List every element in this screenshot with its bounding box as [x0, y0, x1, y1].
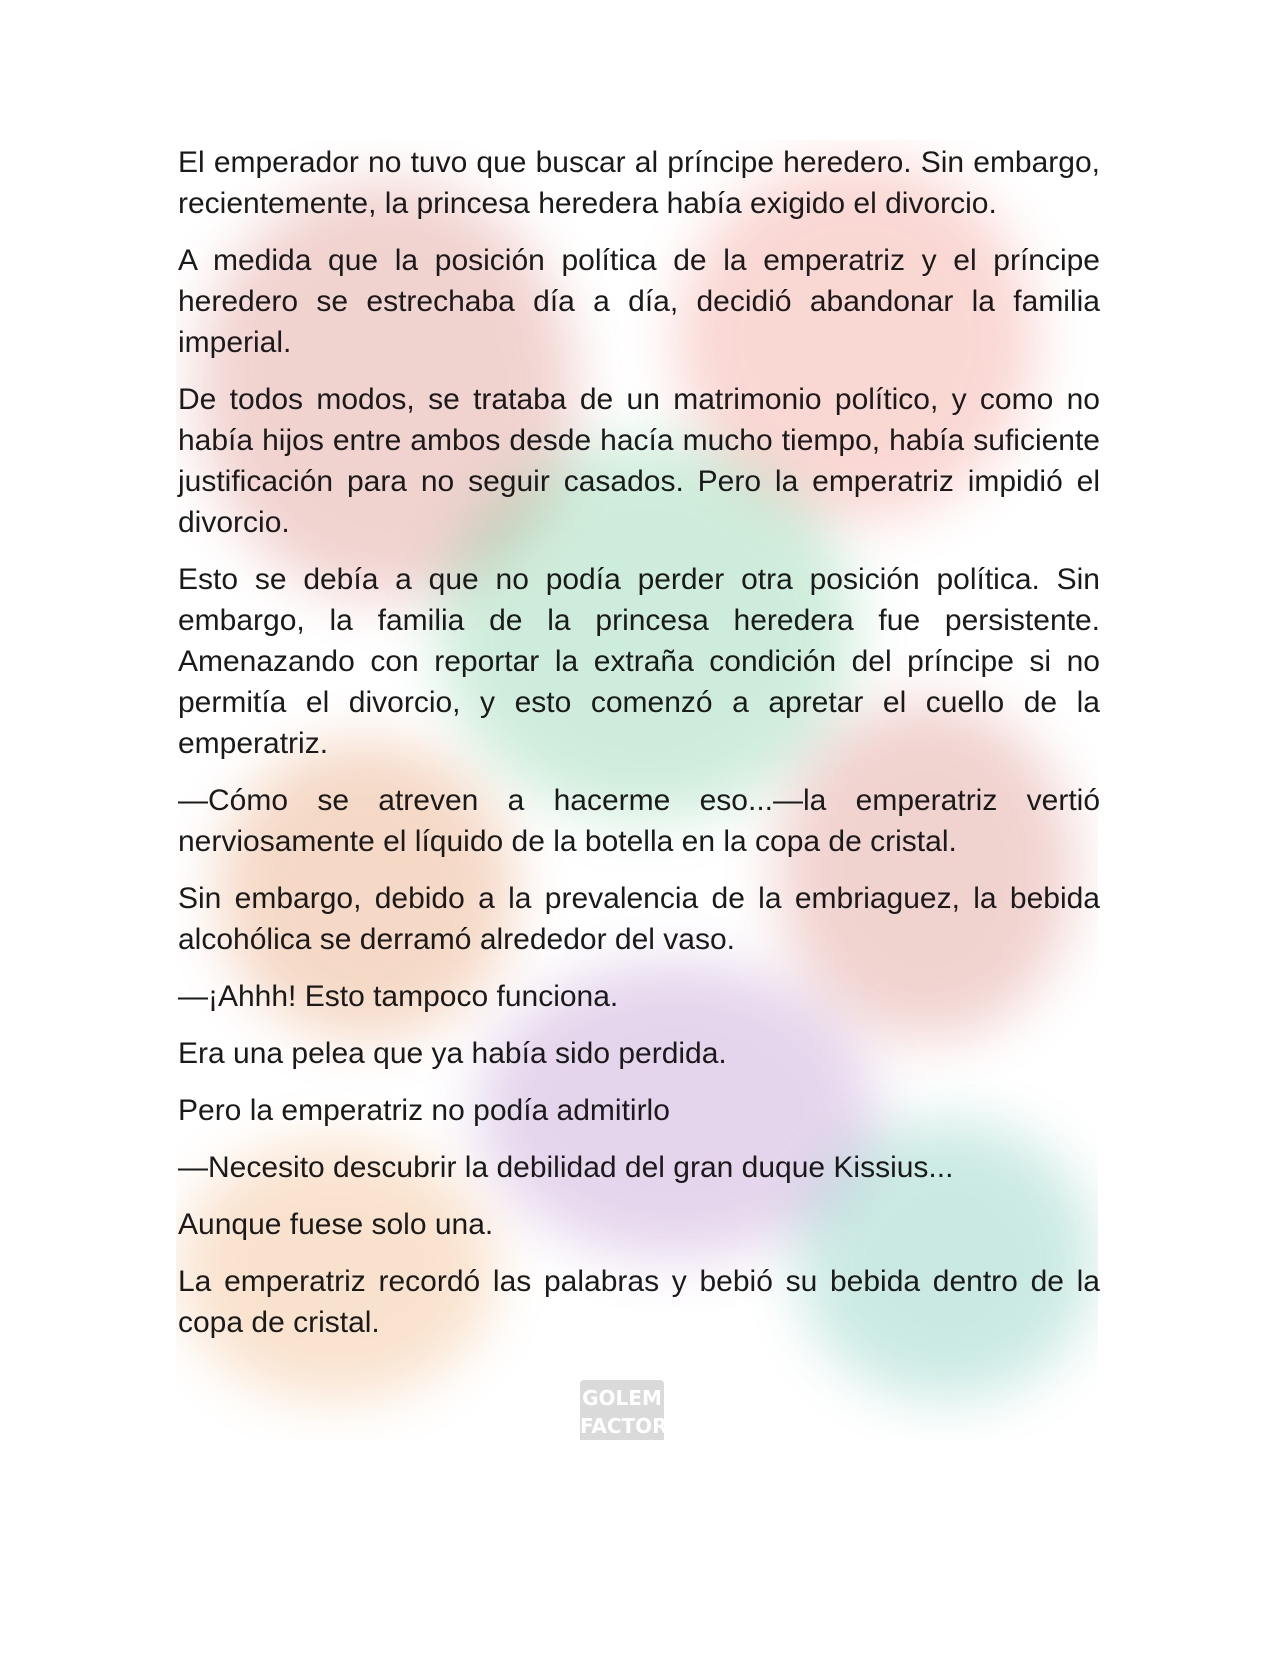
- paragraph: El emperador no tuvo que buscar al príncipe heredero. Sin embargo, recientemente, la princesa heredera había exigido el divorcio.: [178, 146, 1100, 220]
- paragraph: —¡Ahhh! Esto tampoco funciona.: [178, 980, 619, 1013]
- golem-factory-logo: [580, 1380, 681, 1440]
- paragraph: Era una pelea que ya había sido perdida.: [178, 1037, 727, 1070]
- paragraph: —Cómo se atreven a hacerme eso...—la emperatriz vertió nerviosamente el líquido de la botella en la copa de cristal.: [178, 784, 1100, 858]
- paragraph: La emperatriz recordó las palabras y bebió su bebida dentro de la copa de cristal.: [178, 1265, 1100, 1339]
- paragraph: A medida que la posición política de la emperatriz y el príncipe heredero se estrechaba día a día, decidió abandonar la familia imperial.: [178, 244, 1100, 359]
- document-body: [178, 142, 1100, 1359]
- paragraph: Pero la emperatriz no podía admitirlo: [178, 1094, 670, 1127]
- paragraph: —Necesito descubrir la debilidad del gran duque Kissius...: [178, 1151, 954, 1184]
- logo-line-1: GOLEM: [582, 1386, 662, 1410]
- logo-line-2: FACTORY: [580, 1414, 681, 1438]
- paragraph: De todos modos, se trataba de un matrimonio político, y como no había hijos entre ambos desde hacía mucho tiempo, había suficiente justificación para no seguir casados. Pero la emperatriz impidió el divorcio.: [178, 383, 1100, 539]
- paragraph: Sin embargo, debido a la prevalencia de la embriaguez, la bebida alcohólica se derramó alrededor del vaso.: [178, 882, 1100, 956]
- paragraph: Aunque fuese solo una.: [178, 1208, 494, 1241]
- paragraph: Esto se debía a que no podía perder otra posición política. Sin embargo, la familia de la princesa heredera fue persistente. Amenazando con reportar la extraña condición del príncipe si no permitía el divorcio, y esto comenzó a apretar el cuello de la emperatriz.: [178, 563, 1100, 760]
